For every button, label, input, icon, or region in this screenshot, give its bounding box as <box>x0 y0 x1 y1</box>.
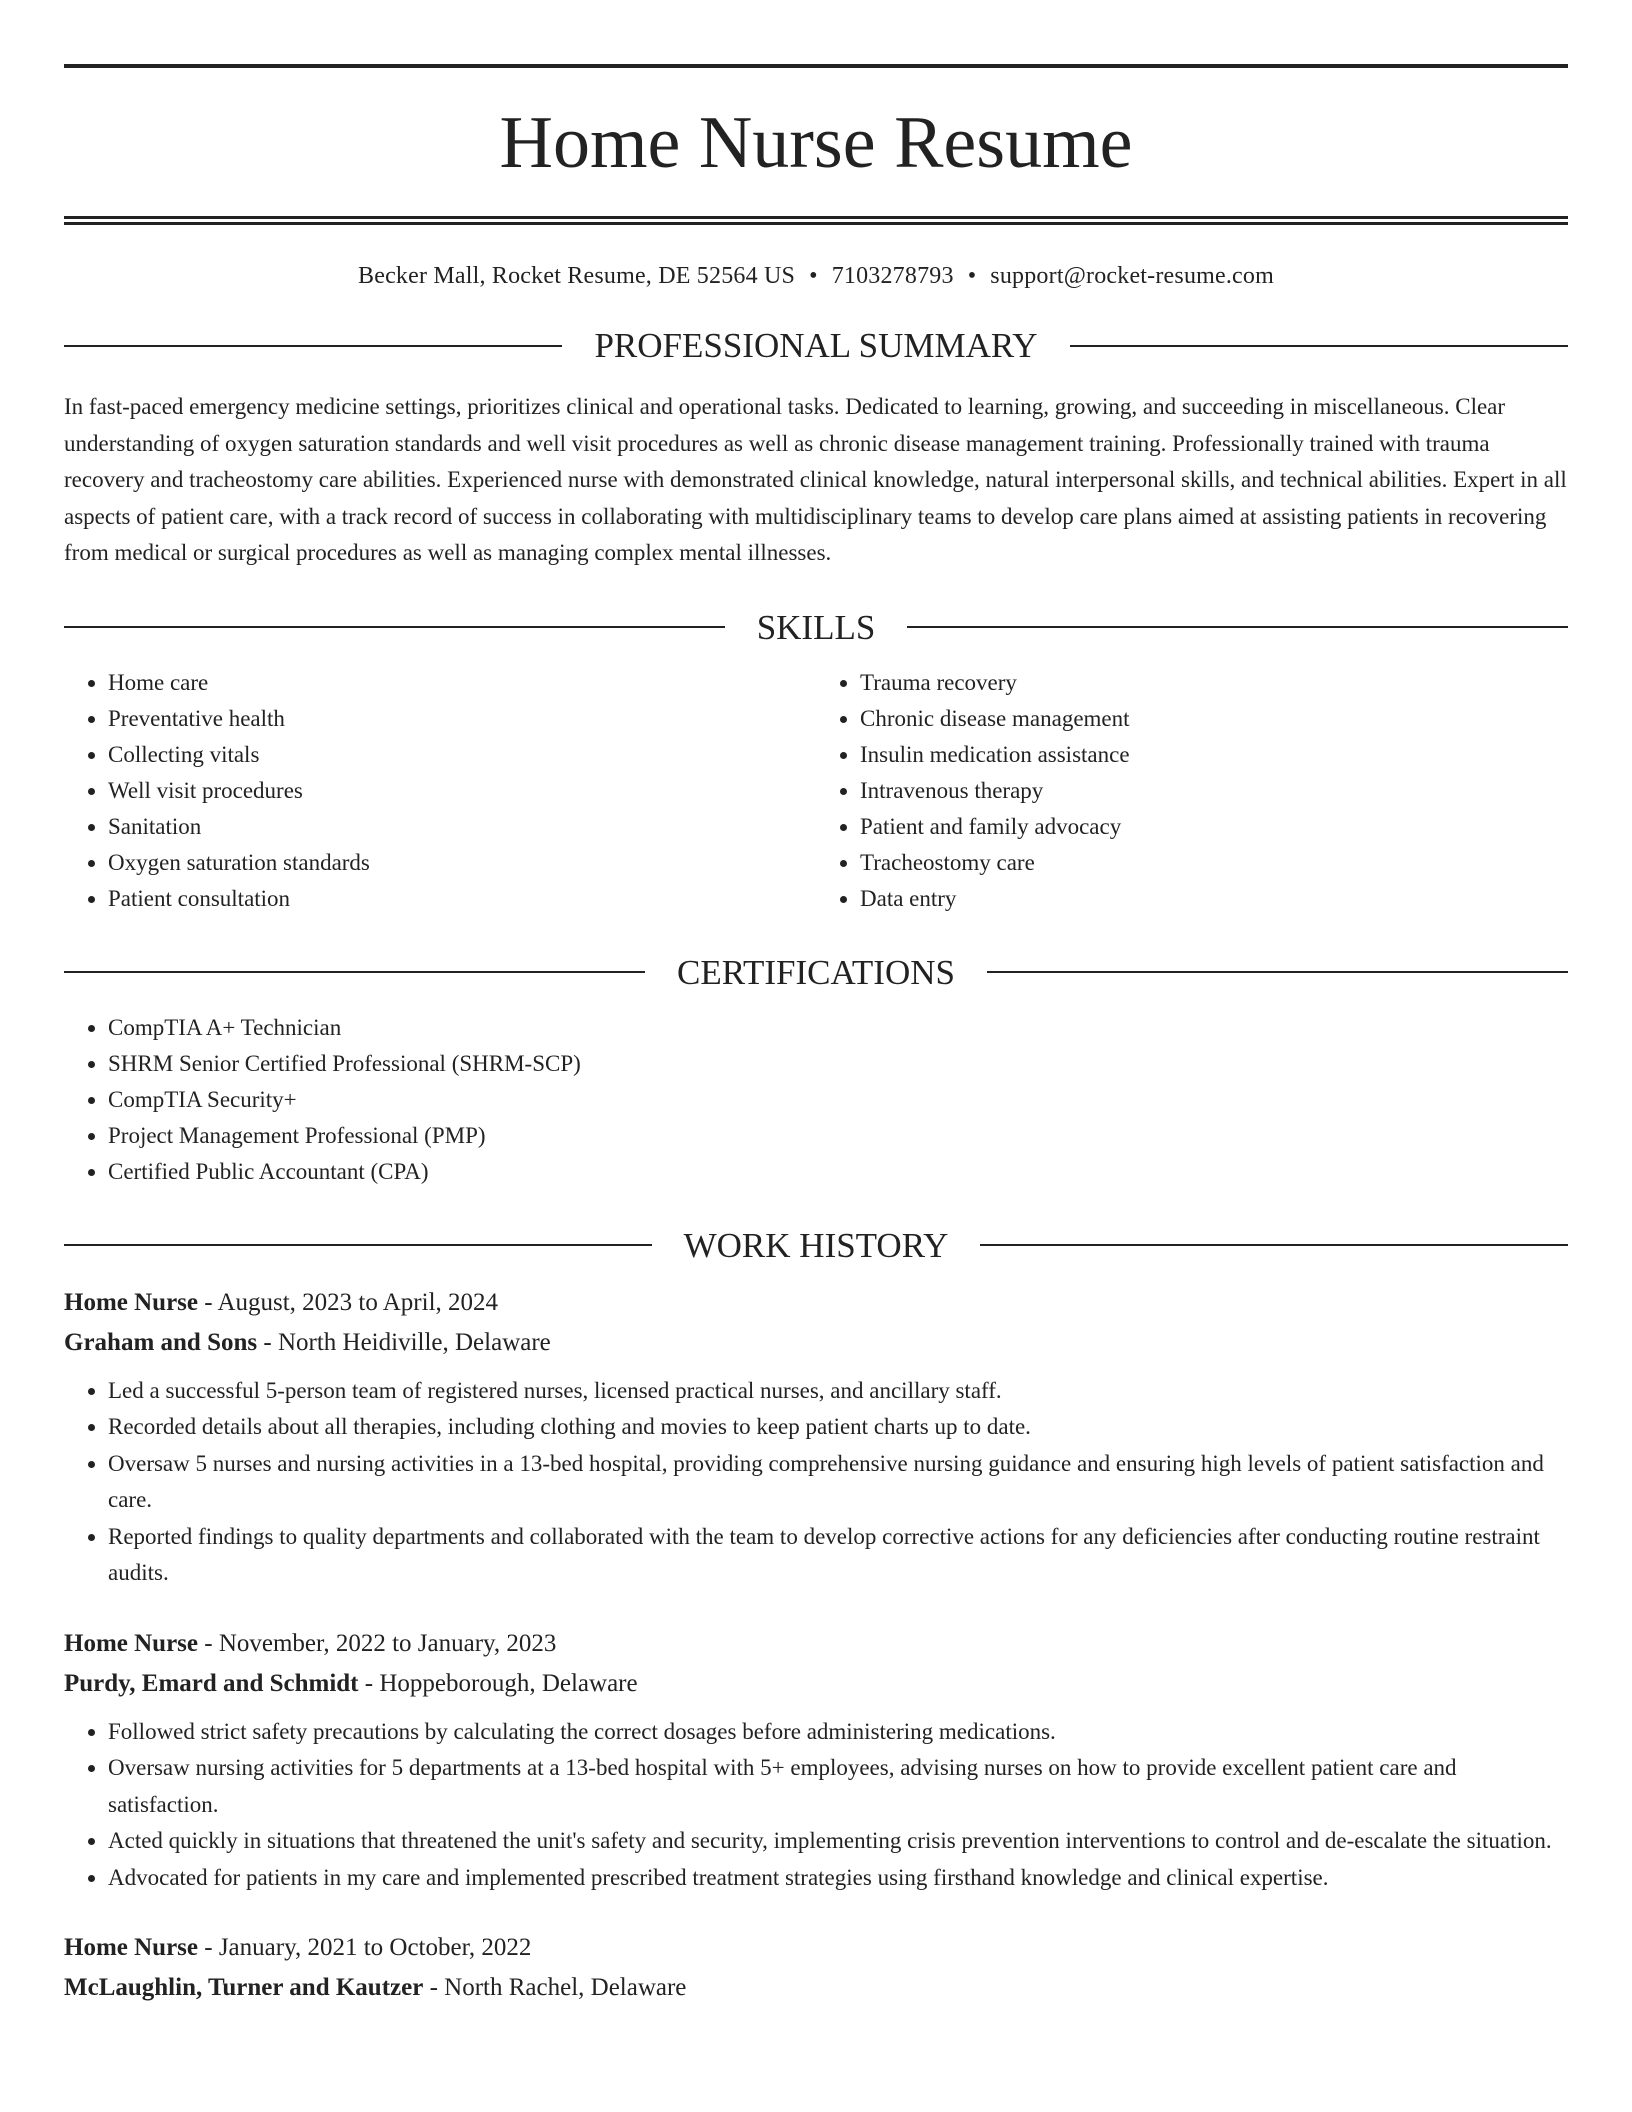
job-bullet: • Led a successful 5-person team of registered nurses, licensed practical nurses, and ancillary staff. <box>108 1373 1568 1410</box>
job-company: Graham and Sons <box>64 1328 258 1356</box>
skill-item: • Home care <box>108 665 816 701</box>
skill-item: • Data entry <box>860 881 1568 917</box>
top-rule <box>64 64 1568 68</box>
job-title-line <box>64 1928 1568 1968</box>
job-dates: - November, 2022 to January, 2023 <box>198 1629 557 1657</box>
heading-rule <box>64 1244 652 1246</box>
job-dates: - August, 2023 to April, 2024 <box>198 1288 499 1316</box>
skill-item: • Trauma recovery <box>860 665 1568 701</box>
heading-rule <box>987 971 1568 973</box>
section-title: WORK HISTORY <box>683 1225 949 1265</box>
skills-list-right <box>816 665 1568 917</box>
skill-item: • Preventative health <box>108 701 816 737</box>
page-title: Home Nurse Resume <box>499 102 1133 184</box>
job-bullet: • Followed strict safety precautions by calculating the correct dosages before administering medications. <box>108 1714 1568 1751</box>
title-double-rule <box>64 216 1568 225</box>
job-company-line <box>64 1323 1568 1363</box>
job-dates: - January, 2021 to October, 2022 <box>198 1934 532 1961</box>
skill-item: • Oxygen saturation standards <box>108 845 816 881</box>
section-heading-certifications <box>64 952 1568 992</box>
skill-item: • Collecting vitals <box>108 737 816 773</box>
job-title: Home Nurse <box>64 1629 198 1657</box>
job-bullet: • Recorded details about all therapies, including clothing and movies to keep patient charts up to date. <box>108 1409 1568 1446</box>
contact-address: Becker Mall, Rocket Resume, DE 52564 US <box>358 263 796 289</box>
certifications-list <box>64 1010 1568 1190</box>
skill-item: • Insulin medication assistance <box>860 737 1568 773</box>
section-title: CERTIFICATIONS <box>677 952 955 992</box>
job-entry <box>64 1928 1568 2008</box>
skill-item: • Intravenous therapy <box>860 773 1568 809</box>
skill-item: • Patient and family advocacy <box>860 809 1568 845</box>
section-heading-summary <box>64 328 1568 363</box>
heading-rule <box>64 345 562 347</box>
job-company-line <box>64 1664 1568 1704</box>
section-title: PROFESSIONAL SUMMARY <box>594 326 1038 365</box>
job-bullet: • Acted quickly in situations that threatened the unit's safety and security, implementing crisis prevention interventions to control and de-escalate the situation. <box>108 1823 1568 1860</box>
skill-item: • Chronic disease management <box>860 701 1568 737</box>
job-bullets <box>64 1373 1568 1592</box>
job-bullet: • Oversaw nursing activities for 5 departments at a 13-bed hospital with 5+ employees, advising nurses on how to provide excellent patient care and satisfaction. <box>108 1750 1568 1823</box>
job-entry <box>64 1624 1568 1897</box>
certification-item: • SHRM Senior Certified Professional (SHRM-SCP) <box>108 1046 1568 1082</box>
heading-rule <box>907 626 1568 628</box>
contact-separator: • <box>809 263 818 289</box>
job-bullet: • Reported findings to quality departments and collaborated with the team to develop corrective actions for any deficiencies after conducting routine restraint audits. <box>108 1519 1568 1592</box>
skill-item: • Well visit procedures <box>108 773 816 809</box>
certification-item: • Project Management Professional (PMP) <box>108 1118 1568 1154</box>
certification-item: • Certified Public Accountant (CPA) <box>108 1154 1568 1190</box>
heading-rule <box>64 626 725 628</box>
job-company: McLaughlin, Turner and Kautzer <box>64 1974 424 2001</box>
skill-item: • Patient consultation <box>108 881 816 917</box>
job-company: Purdy, Emard and Schmidt <box>64 1669 359 1697</box>
job-title: Home Nurse <box>64 1934 198 1961</box>
job-location: - North Heidiville, Delaware <box>257 1328 551 1356</box>
job-company-line <box>64 1968 1568 2008</box>
job-bullets <box>64 1714 1568 1897</box>
job-title: Home Nurse <box>64 1288 198 1316</box>
job-title-line <box>64 1624 1568 1664</box>
skill-item: • Tracheostomy care <box>860 845 1568 881</box>
job-bullet: • Oversaw 5 nurses and nursing activities in a 13-bed hospital, providing comprehensive nursing guidance and ensuring high levels of patient satisfaction and care. <box>108 1446 1568 1519</box>
heading-rule <box>64 971 645 973</box>
contact-phone: 7103278793 <box>831 263 954 289</box>
job-location: - Hoppeborough, Delaware <box>358 1669 638 1697</box>
heading-rule <box>980 1244 1568 1246</box>
skills-list-left <box>64 665 816 917</box>
heading-rule <box>1070 345 1568 347</box>
job-location: - North Rachel, Delaware <box>423 1974 687 2001</box>
section-heading-skills <box>64 607 1568 647</box>
contact-email: support@rocket-resume.com <box>990 263 1274 289</box>
section-heading-work-history <box>64 1225 1568 1265</box>
summary-text: In fast-paced emergency medicine settings, prioritizes clinical and operational tasks. Dedicated to learning, growing, and succeeding in miscellaneous. Clear understanding of oxygen saturation standards and well visit procedures as well as chronic disease management training. Professionally trained with trauma recovery and tracheostomy care abilities. Experienced nurse with demonstrated clinical knowledge, natural interpersonal skills, and technical abilities. Expert in all aspects of patient care, with a track record of success in collaborating with multidisciplinary teams to develop care plans aimed at assisting patients in recovering from medical or surgical procedures as well as managing complex mental illnesses. <box>64 394 1567 565</box>
contact-line <box>64 263 1568 290</box>
section-title: SKILLS <box>756 607 876 647</box>
contact-separator: • <box>967 263 977 289</box>
job-bullet: • Advocated for patients in my care and implemented prescribed treatment strategies using firsthand knowledge and clinical expertise. <box>108 1860 1568 1897</box>
resume-page <box>64 64 1568 2008</box>
certification-item: • CompTIA A+ Technician <box>108 1010 1568 1046</box>
certification-item: • CompTIA Security+ <box>108 1082 1568 1118</box>
job-entry <box>64 1283 1568 1592</box>
skill-item: • Sanitation <box>108 809 816 845</box>
job-title-line <box>64 1283 1568 1323</box>
skills-columns <box>64 665 1568 917</box>
